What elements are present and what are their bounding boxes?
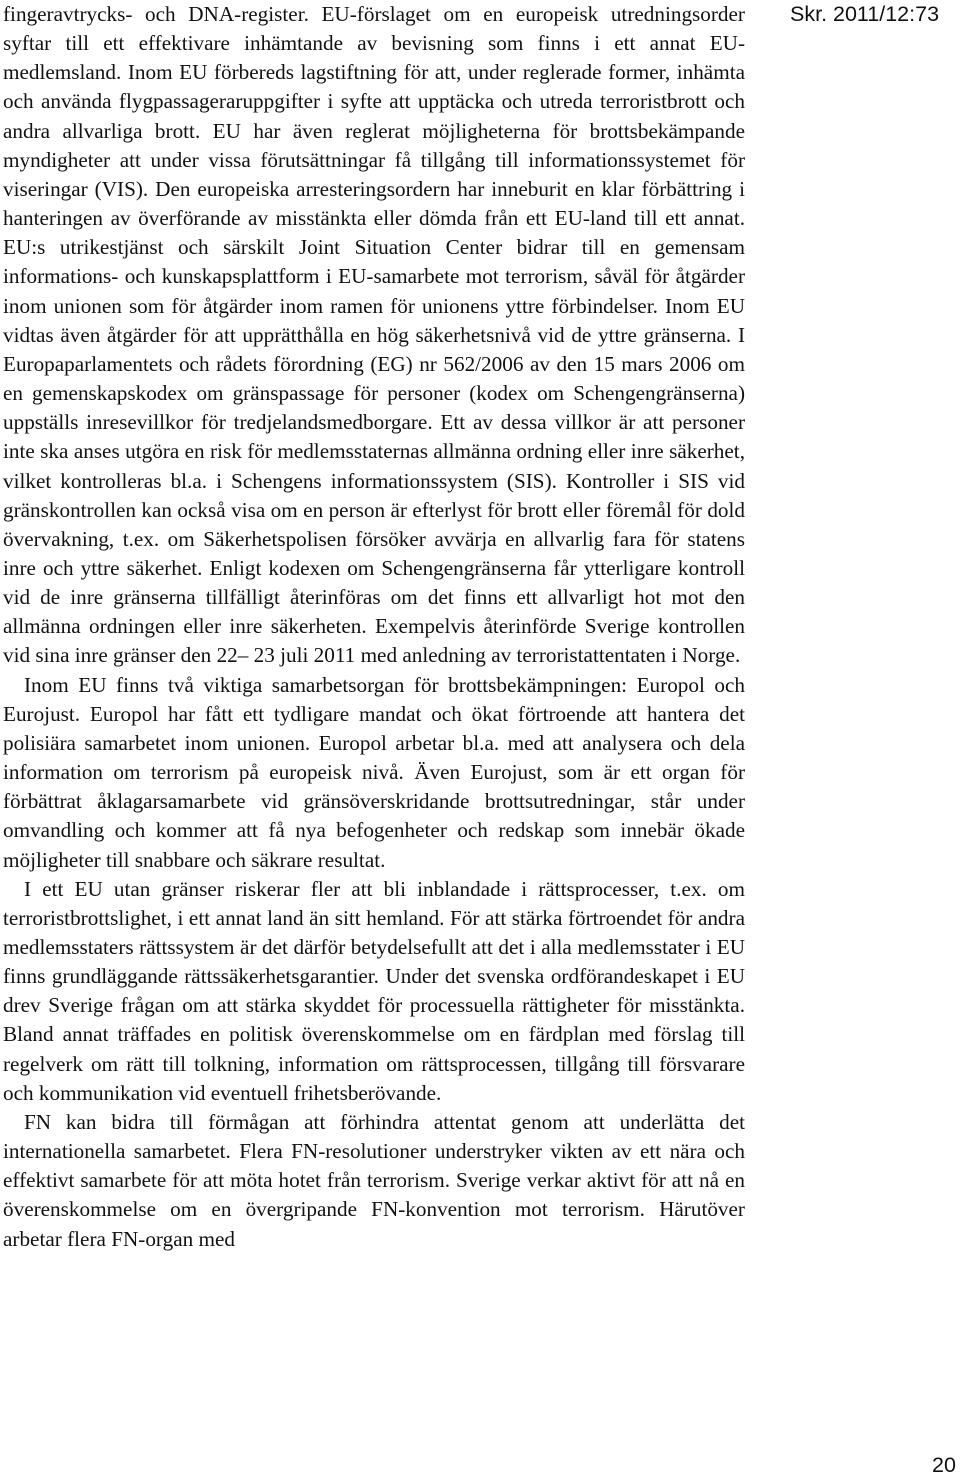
body-text-column [3, 0, 745, 1254]
document-reference: Skr. 2011/12:73 [790, 2, 940, 26]
paragraph-procedural-rights: I ett EU utan gränser riskerar fler att bli inblandade i rättsprocesser, t.ex. om terroristbrottslighet, i ett annat land än sitt hemland. För att stärka förtroendet för andra medlemsstaters rättssystem är det därför betydelsefullt att det i alla medlemsstater i EU finns grundläggande rättssäkerhetsgarantier. Under det svenska ordförandeskapet i EU drev Sverige frågan om att stärka skyddet för processuella rättigheter för misstänkta. Bland annat träffades en politisk överenskommelse om en färdplan med förslag till regelverk om rätt till tolkning, information om rättsprocessen, tillgång till försvarare och kommunikation vid eventuell frihetsberövande. [3, 876, 745, 1105]
paragraph-eu-cooperation-measures: fingeravtrycks- och DNA-register. EU-förslaget om en europeisk utredningsorder syftar till ett effektivare inhämtande av bevisning som finns i ett annat EU-medlemsland. Inom EU förbereds lagstiftning för att, under reglerade former, inhämta och använda flygpassageraruppgifter i syfte att upptäcka och utreda terroristbrott och andra allvarliga brott. EU har även reglerat möjligheterna för brottsbekämpande myndigheter att under vissa förutsättningar få tillgång till informationssystemet för viseringar (VIS). Den europeiska arresteringsordern har inneburit en klar förbättring i hanteringen av överförande av misstänkta eller dömda från ett EU-land till ett annat. EU:s utrikestjänst och särskilt Joint Situation Center bidrar till en gemensam informations- och kunskapsplattform i EU-samarbete mot terrorism, såväl för åtgärder inom unionen som för åtgärder inom ramen för unionens yttre förbindelser. Inom EU vidtas även åtgärder för att upprätthålla en hög säkerhetsnivå vid de yttre gränserna. I Europaparlamentets och rådets förordning (EG) nr 562/2006 av den 15 mars 2006 om en gemenskapskodex om gränspassage för personer (kodex om Schengengränserna) uppställs inresevillkor för tredjelandsmedborgare. Ett av dessa villkor är att personer inte ska anses utgöra en risk för medlemsstaternas allmänna ordning eller inre säkerhet, vilket kontrolleras bl.a. i Schengens informationssystem (SIS). Kontroller i SIS vid gränskontrollen kan också visa om en person är efterlyst för brott eller föremål för dold övervakning, t.ex. om Säkerhetspolisen försöker avvärja en allvarlig fara för statens inre och yttre säkerhet. Enligt kodexen om Schengengränserna får ytterligare kontroll vid de inre gränserna tillfälligt återinföras om det finns ett allvarligt hot mot den allmänna ordningen eller inre säkerheten. Exempelvis återinförde Sverige kontrollen vid sina inre gränser den 22– 23 juli 2011 med anledning av terroristattentaten i Norge. [3, 2, 745, 668]
page-number: 20 [932, 1453, 956, 1477]
paragraph-un-cooperation: FN kan bidra till förmågan att förhindra attentat genom att underlätta det internationella samarbetet. Flera FN-resolutioner understryker vikten av ett nära och effektivt samarbete för att möta hotet från terrorism. Sverige verkar aktivt för att nå en överenskommelse om en övergripande FN-konvention mot terrorism. Härutöver arbetar flera FN-organ med [3, 1109, 745, 1251]
paragraph-europol-eurojust: Inom EU finns två viktiga samarbetsorgan för brottsbekämpningen: Europol och Eurojust. Europol har fått ett tydligare mandat och ökat förtroende att hantera det polisiära samarbetet inom unionen. Europol arbetar bl.a. med att analysera och dela information om terrorism på europeisk nivå. Även Eurojust, som är ett organ för förbättrat åklagarsamarbete vid gränsöverskridande brottsutredningar, står under omvandling och kommer att få nya befogenheter och redskap som innebär ökade möjligheter till snabbare och säkrare resultat. [3, 672, 745, 872]
